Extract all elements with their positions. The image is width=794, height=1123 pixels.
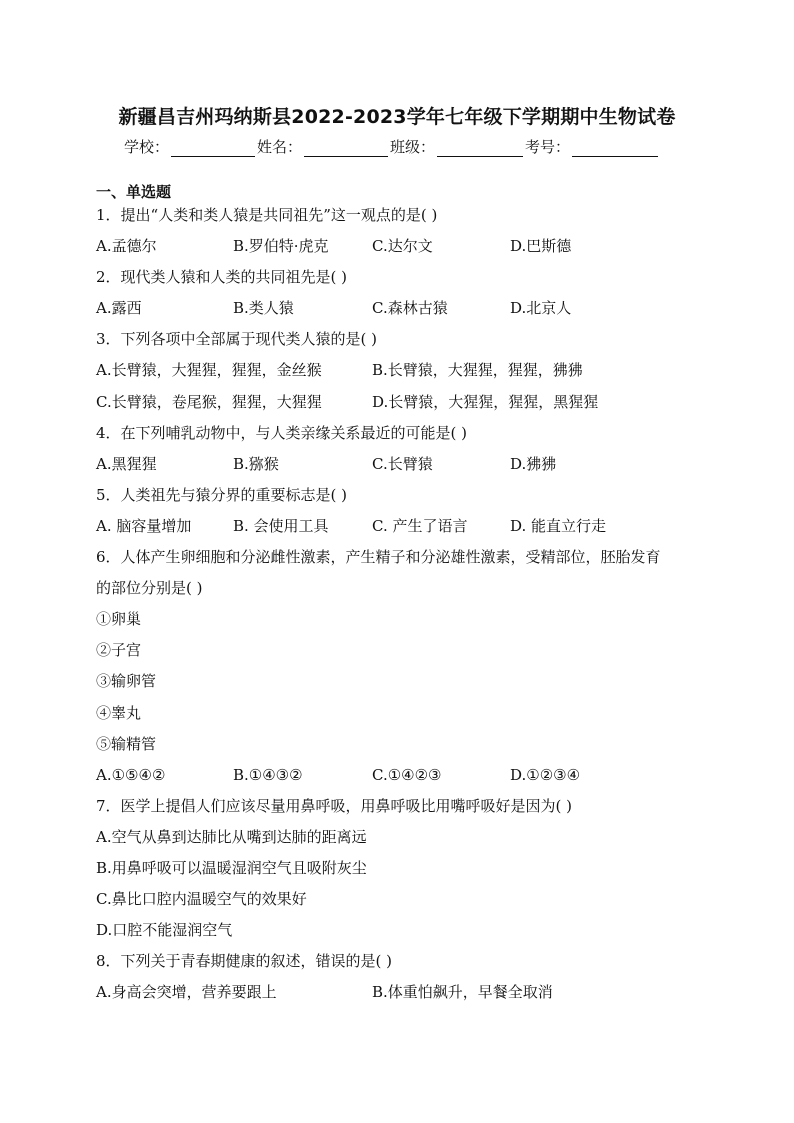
class-blank	[437, 140, 523, 157]
question-6-stem: 6．人体产生卵细胞和分泌雌性激素，产生精子和分泌雄性激素，受精部位，胚胎发育	[96, 548, 661, 566]
name-label: 姓名：	[257, 138, 303, 156]
question-4-option-c: C.长臂猿	[372, 455, 433, 473]
question-7-stem: 7．医学上提倡人们应该尽量用鼻呼吸，用鼻呼吸比用嘴呼吸好是因为( )	[96, 797, 573, 815]
school-label: 学校：	[124, 138, 170, 156]
school-blank	[171, 140, 255, 157]
student-info-row	[124, 136, 660, 157]
question-3-option-d: D.长臂猿，大猩猩，猩猩，黑猩猩	[372, 393, 599, 411]
question-7-option-a: A.空气从鼻到达肺比从嘴到达肺的距离远	[96, 828, 367, 846]
question-5-option-d: D. 能直立行走	[510, 517, 607, 535]
class-label: 班级：	[390, 138, 436, 156]
question-6-item: ④睾丸	[96, 704, 142, 722]
question-2-option-d: D.北京人	[510, 299, 572, 317]
question-5-option-a: A. 脑容量增加	[96, 517, 192, 535]
question-5-stem: 5．人类祖先与猿分界的重要标志是( )	[96, 486, 348, 504]
question-7-option-b: B.用鼻呼吸可以温暖湿润空气且吸附灰尘	[96, 859, 367, 877]
question-1-stem: 1．提出“人类和类人猿是共同祖先”这一观点的是( )	[96, 206, 438, 224]
question-4-stem: 4．在下列哺乳动物中，与人类亲缘关系最近的可能是( )	[96, 424, 468, 442]
question-3-option-c: C.长臂猿，卷尾猴，猩猩，大猩猩	[96, 393, 322, 411]
question-6-option-c: C.①④②③	[372, 766, 442, 784]
question-1-option-b: B.罗伯特·虎克	[233, 237, 329, 255]
question-1-option-a: A.孟德尔	[96, 237, 157, 255]
exam-no-label: 考号：	[525, 138, 571, 156]
question-3-option-a: A.长臂猿，大猩猩，猩猩，金丝猴	[96, 361, 322, 379]
question-2-option-b: B.类人猿	[233, 299, 294, 317]
section-heading: 一、单选题	[96, 183, 172, 201]
question-1-option-d: D.巴斯德	[510, 237, 572, 255]
question-2-stem: 2．现代类人猿和人类的共同祖先是( )	[96, 268, 348, 286]
exam-no-blank	[572, 140, 658, 157]
question-2-option-a: A.露西	[96, 299, 142, 317]
question-4-option-a: A.黑猩猩	[96, 455, 157, 473]
question-8-stem: 8．下列关于青春期健康的叙述，错误的是( )	[96, 952, 393, 970]
question-6-item: ③输卵管	[96, 672, 157, 690]
question-1-option-c: C.达尔文	[372, 237, 433, 255]
name-blank	[304, 140, 388, 157]
question-6-item: ②子宫	[96, 641, 142, 659]
question-6-option-d: D.①②③④	[510, 766, 581, 784]
question-3-stem: 3．下列各项中全部属于现代类人猿的是( )	[96, 330, 378, 348]
question-3-option-b: B.长臂猿，大猩猩，猩猩，狒狒	[372, 361, 583, 379]
exam-title: 新疆昌吉州玛纳斯县2022-2023学年七年级下学期期中生物试卷	[118, 106, 676, 128]
question-6-option-b: B.①④③②	[233, 766, 303, 784]
question-5-option-c: C. 产生了语言	[372, 517, 468, 535]
question-7-option-c: C.鼻比口腔内温暖空气的效果好	[96, 890, 307, 908]
question-5-option-b: B. 会使用工具	[233, 517, 329, 535]
question-2-option-c: C.森林古猿	[372, 299, 448, 317]
question-6-stem-continued: 的部位分别是( )	[96, 579, 203, 597]
question-4-option-b: B.猕猴	[233, 455, 279, 473]
question-8-option-a: A.身高会突增，营养要跟上	[96, 983, 277, 1001]
question-6-option-a: A.①⑤④②	[96, 766, 166, 784]
question-8-option-b: B.体重怕飙升，早餐全取消	[372, 983, 553, 1001]
question-4-option-d: D.狒狒	[510, 455, 557, 473]
question-6-item: ⑤输精管	[96, 735, 157, 753]
question-6-item: ①卵巢	[96, 610, 142, 628]
question-7-option-d: D.口腔不能湿润空气	[96, 921, 233, 939]
